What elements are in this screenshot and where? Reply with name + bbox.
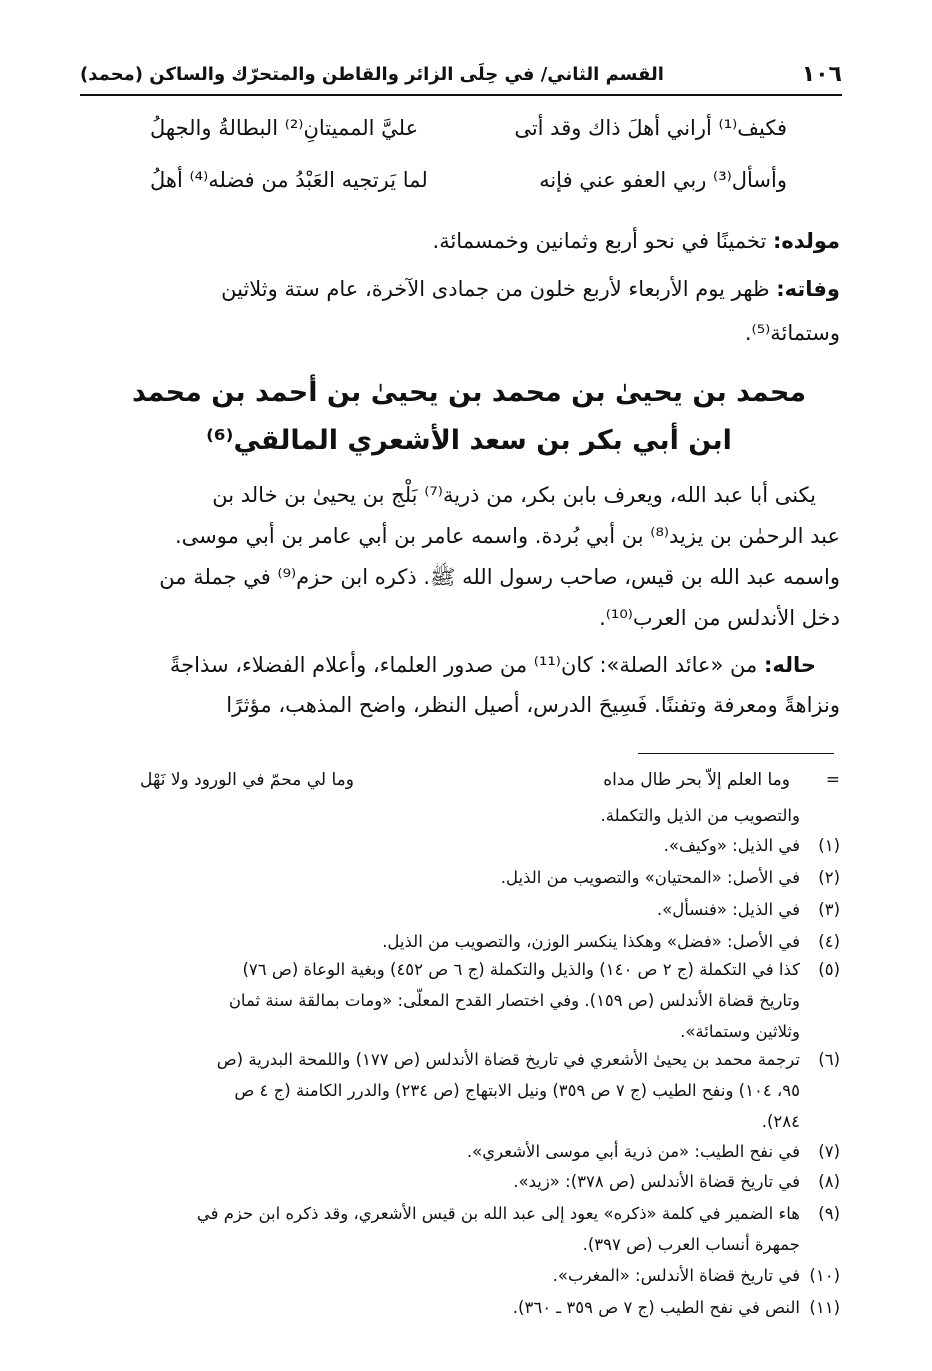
footnote-number: (٩): [818, 1204, 840, 1223]
footnote: [96, 1166, 840, 1197]
death-text: ظهر يوم الأربعاء لأربع خلون من جمادى الآخرة، عام ستة وثلاثين: [221, 277, 770, 301]
footnote-continuation-note: والتصويب من الذيل والتكملة.: [600, 806, 800, 825]
footnote-text: ترجمة محمد بن يحيىٰ الأشعري في تاريخ قضاة الأندلس (ص ١٧٧) واللمحة البدرية (ص: [216, 1050, 800, 1069]
state-label: حاله:: [763, 653, 816, 677]
footnote-number: (٢): [818, 868, 840, 887]
state-text: من «عائد الصلة»: كان⁽¹¹⁾ من صدور العلماء، وأعلام الفضلاء، سذاجةً: [169, 653, 758, 677]
death-text-cont: وستمائة⁽⁵⁾.: [744, 321, 840, 345]
footnote-text: في نفح الطيب: «من ذرية أبي موسى الأشعري».: [466, 1142, 800, 1161]
verse-hemistich-second: وما لي محمّ في الورود ولا نَهْل: [140, 770, 354, 790]
death-paragraph: [98, 270, 840, 308]
birth-paragraph: [98, 222, 840, 260]
footnote-text: ٢٨٤).: [761, 1112, 800, 1131]
verse-hemistich-second: عليَّ المميتانِ⁽²⁾ البطالةُ والجهلُ: [150, 116, 419, 140]
footnote-text: النص في نفح الطيب (ج ٧ ص ٣٥٩ ـ ٣٦٠).: [512, 1298, 800, 1317]
footnote: [96, 1044, 840, 1137]
verse-hemistich-second: لما يَرتجيه العَبْدُ من فضله⁽⁴⁾ أهلُ: [150, 168, 428, 192]
death-label: وفاته:: [776, 277, 840, 301]
footnote-text: في تاريخ قضاة الأندلس (ص ٣٧٨): «زيد».: [513, 1172, 800, 1191]
footnote-text: كذا في التكملة (ج ٢ ص ١٤٠) والذيل والتكملة (ج ٦ ص ٤٥٢) وبغية الوعاة (ص ٧٦): [242, 960, 800, 979]
footnote: [96, 1292, 840, 1323]
intro-line: يكنى أبا عبد الله، ويعرف بابن بكر، من ذرية⁽⁷⁾ بَلْج بن يحيىٰ بن خالد بن: [212, 483, 816, 507]
footnote-text: في الأصل: «فضل» وهكذا ينكسر الوزن، والتصويب من الذيل.: [382, 932, 800, 951]
death-paragraph-cont: [98, 314, 840, 352]
footnote-continuation-verse: [140, 770, 840, 800]
footnote: [96, 1136, 840, 1167]
footnote: [96, 1198, 840, 1260]
footnote-text: جمهرة أنساب العرب (ص ٣٩٧).: [582, 1235, 800, 1254]
footnote-number: (١٠): [809, 1266, 840, 1285]
state-paragraph: [98, 646, 840, 684]
footnote: [96, 830, 840, 861]
footnote-text: ٩٥، ١٠٤) ونفح الطيب (ج ٧ ص ٣٥٩) ونيل الابتهاج (ص ٢٣٤) والدرر الكامنة (ج ٤ ص: [234, 1081, 800, 1100]
footnote-number: (٤): [818, 932, 840, 951]
footnote: [96, 862, 840, 893]
entry-title-line2: ابن أبي بكر بن سعد الأشعري المالقي⁽⁶⁾: [206, 425, 732, 456]
continuation-marker: =: [825, 770, 840, 790]
footnote-text: هاء الضمير في كلمة «ذكره» يعود إلى عبد الله بن قيس الأشعري، وقد ذكره ابن حزم في: [196, 1204, 800, 1223]
footnote-divider: [638, 753, 834, 754]
verse-line: [150, 116, 787, 156]
verse-hemistich-first: وأسأل⁽³⁾ ربي العفو عني فإنه: [539, 168, 787, 192]
birth-text: تخمينًا في نحو أربع وثمانين وخمسمائة.: [432, 229, 767, 253]
footnote-text: وتاريخ قضاة الأندلس (ص ١٥٩). وفي اختصار القدح المعلّى: «ومات بمالقة سنة ثمان: [228, 991, 800, 1010]
verse-hemistich-first: وما العلم إلاّ بحر طال مداه: [603, 770, 790, 790]
footnote-number: (١): [818, 836, 840, 855]
intro-line: واسمه عبد الله بن قيس، صاحب رسول الله ﷺ. ذكره ابن حزم⁽⁹⁾ في جملة من: [159, 565, 840, 589]
footnote-number: (٥): [818, 960, 840, 979]
footnote: [96, 926, 840, 957]
birth-label: مولده:: [773, 229, 840, 253]
footnote-number: (١١): [809, 1298, 840, 1317]
running-header: [80, 58, 842, 96]
footnote: [96, 954, 840, 1047]
page-number: ١٠٦: [801, 62, 842, 87]
footnote-text: وثلاثين وستمائة».: [680, 1022, 800, 1041]
footnote-text: في الذيل: «وكيف».: [663, 836, 800, 855]
footnote-number: (٣): [818, 900, 840, 919]
footnote-number: (٧): [818, 1142, 840, 1161]
intro-line: دخل الأندلس من العرب⁽¹⁰⁾.: [599, 606, 840, 630]
verse-line: [150, 168, 787, 208]
footnote-text: في تاريخ قضاة الأندلس: «المغرب».: [552, 1266, 800, 1285]
intro-line: عبد الرحمٰن بن يزيد⁽⁸⁾ بن أبي بُردة. واسمه عامر بن أبي عامر بن أبي موسى.: [174, 524, 840, 548]
state-paragraph-cont: ونزاهةً ومعرفة وتفننًا. فَسِيحَ الدرس، أصيل النظر، واضح المذهب، مؤثرًا: [226, 693, 840, 717]
footnote-number: (٨): [818, 1172, 840, 1191]
footnote-text: في الأصل: «المحتيان» والتصويب من الذيل.: [500, 868, 800, 887]
footnote-text: في الذيل: «فنسأل».: [656, 900, 800, 919]
footnote: [96, 1260, 840, 1291]
running-title: القسم الثاني/ في حِلَى الزائر والقاطن والمتحرّك والساكن (محمد): [80, 64, 664, 85]
verse-hemistich-first: فكيف⁽¹⁾ أراني أهلَ ذاك وقد أتى: [514, 116, 787, 140]
entry-title-line1: محمد بن يحيىٰ بن محمد بن يحيىٰ بن أحمد بن محمد: [131, 377, 807, 408]
footnote: [96, 894, 840, 925]
footnote-number: (٦): [818, 1050, 840, 1069]
